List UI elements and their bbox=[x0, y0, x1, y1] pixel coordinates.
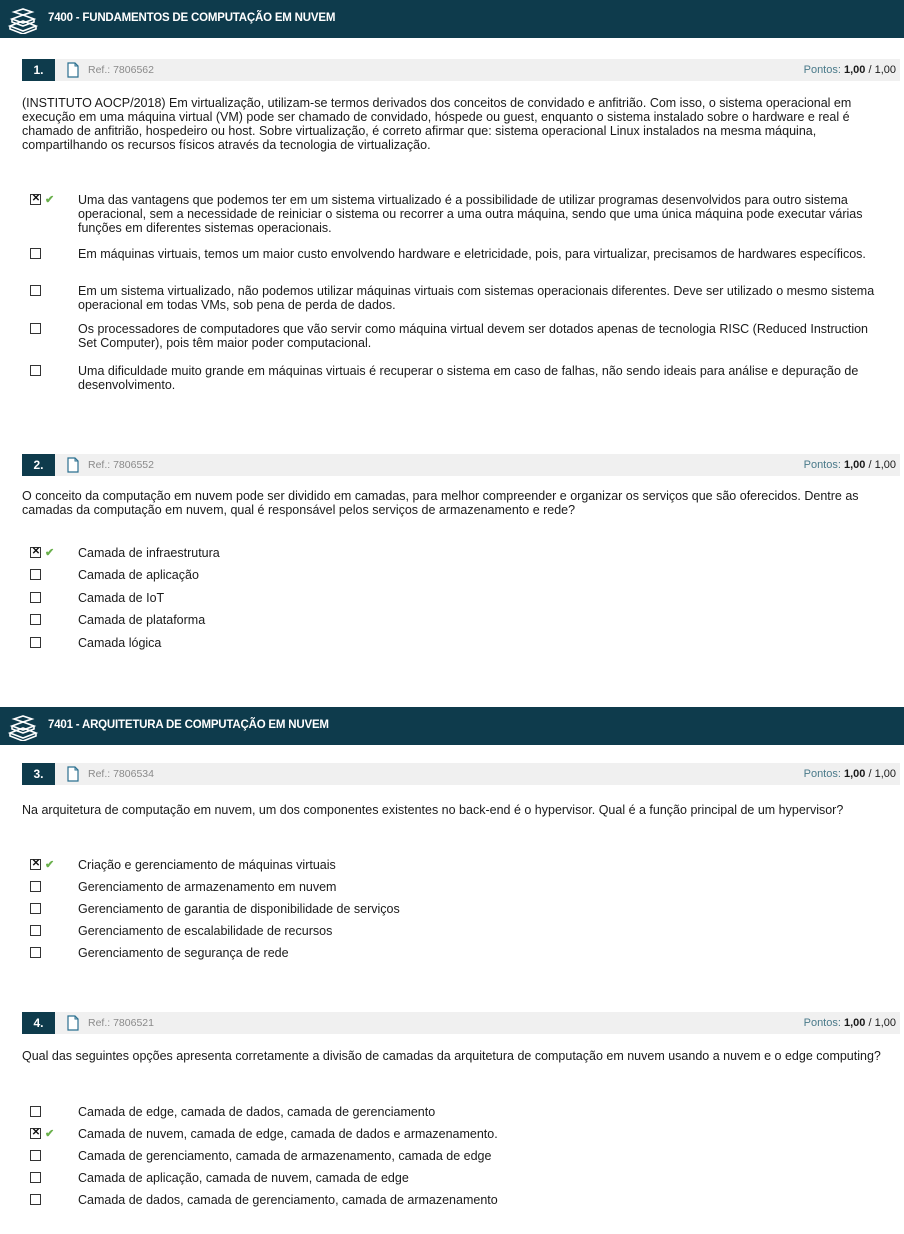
correct-check-icon: ✔ bbox=[45, 194, 55, 206]
correct-check-icon: ✔ bbox=[45, 1128, 55, 1140]
question-points: Pontos: 1,00 / 1,00 bbox=[803, 768, 896, 780]
document-icon bbox=[66, 62, 80, 78]
question-header-2 bbox=[22, 454, 900, 476]
checkbox-checked[interactable] bbox=[30, 194, 41, 205]
correct-check-icon: ✔ bbox=[45, 859, 55, 871]
correct-check-icon: ✔ bbox=[45, 547, 55, 559]
checkbox[interactable] bbox=[30, 285, 41, 296]
question-points: Pontos: 1,00 / 1,00 bbox=[803, 1017, 896, 1029]
checkbox[interactable] bbox=[30, 903, 41, 914]
document-icon bbox=[66, 766, 80, 782]
question-number: 3. bbox=[22, 763, 55, 785]
checkbox[interactable] bbox=[30, 592, 41, 603]
checkbox-checked[interactable] bbox=[30, 859, 41, 870]
section-header-7400 bbox=[0, 0, 904, 38]
question-header-1 bbox=[22, 59, 900, 81]
question-number: 2. bbox=[22, 454, 55, 476]
question-number: 1. bbox=[22, 59, 55, 81]
question-points: Pontos: 1,00 / 1,00 bbox=[803, 64, 896, 76]
checkbox[interactable] bbox=[30, 947, 41, 958]
question-header-3 bbox=[22, 763, 900, 785]
checkbox[interactable] bbox=[30, 614, 41, 625]
question-text: O conceito da computação em nuvem pode ser dividido em camadas, para melhor compreender e organizar os serviços que são oferecidos. Dentre as camadas da computação em nuvem, qual é responsável pelos serviços de armazenamento e rede? bbox=[22, 489, 859, 517]
question-header-4 bbox=[22, 1012, 900, 1034]
question-points: Pontos: 1,00 / 1,00 bbox=[803, 459, 896, 471]
checkbox[interactable] bbox=[30, 569, 41, 580]
question-number: 4. bbox=[22, 1012, 55, 1034]
section-header-7401 bbox=[0, 707, 904, 745]
books-icon bbox=[6, 711, 40, 741]
question-text: Na arquitetura de computação em nuvem, um dos componentes existentes no back-end é o hypervisor. Qual é a função principal de um hypervisor? bbox=[22, 803, 844, 817]
checkbox[interactable] bbox=[30, 323, 41, 334]
checkbox[interactable] bbox=[30, 365, 41, 376]
checkbox[interactable] bbox=[30, 1106, 41, 1117]
question-ref: Ref.: 7806534 bbox=[88, 768, 154, 780]
section-title: 7401 - ARQUITETURA DE COMPUTAÇÃO EM NUVEM bbox=[48, 719, 329, 731]
question-text: (INSTITUTO AOCP/2018) Em virtualização, utilizam-se termos derivados dos conceitos de convidado e anfitrião. Com isso, o sistema operacional em execução em uma máquina virtual (VM) pode ser chamado de convidado, hóspede ou guest, enquanto o sistema instalado sobre o hardware e real é chamado de anfitrião, hospedeiro ou host. Sobre virtualização, é correto afirmar que: sistema operacional Linux instalados na mesma máquina, compartilhando os recursos físicos através da tecnologia de virtualização. bbox=[22, 96, 852, 152]
question-ref: Ref.: 7806552 bbox=[88, 459, 154, 471]
question-ref: Ref.: 7806521 bbox=[88, 1017, 154, 1029]
checkbox[interactable] bbox=[30, 1150, 41, 1161]
document-icon bbox=[66, 457, 80, 473]
checkbox[interactable] bbox=[30, 637, 41, 648]
checkbox[interactable] bbox=[30, 1172, 41, 1183]
books-icon bbox=[6, 4, 40, 34]
document-icon bbox=[66, 1015, 80, 1031]
question-ref: Ref.: 7806562 bbox=[88, 64, 154, 76]
checkbox[interactable] bbox=[30, 881, 41, 892]
checkbox[interactable] bbox=[30, 248, 41, 259]
checkbox-checked[interactable] bbox=[30, 547, 41, 558]
checkbox[interactable] bbox=[30, 1194, 41, 1205]
question-text: Qual das seguintes opções apresenta corretamente a divisão de camadas da arquitetura de computação em nuvem usando a nuvem e o edge computing? bbox=[22, 1049, 881, 1063]
section-title: 7400 - FUNDAMENTOS DE COMPUTAÇÃO EM NUVEM bbox=[48, 12, 336, 24]
checkbox[interactable] bbox=[30, 925, 41, 936]
checkbox-checked[interactable] bbox=[30, 1128, 41, 1139]
